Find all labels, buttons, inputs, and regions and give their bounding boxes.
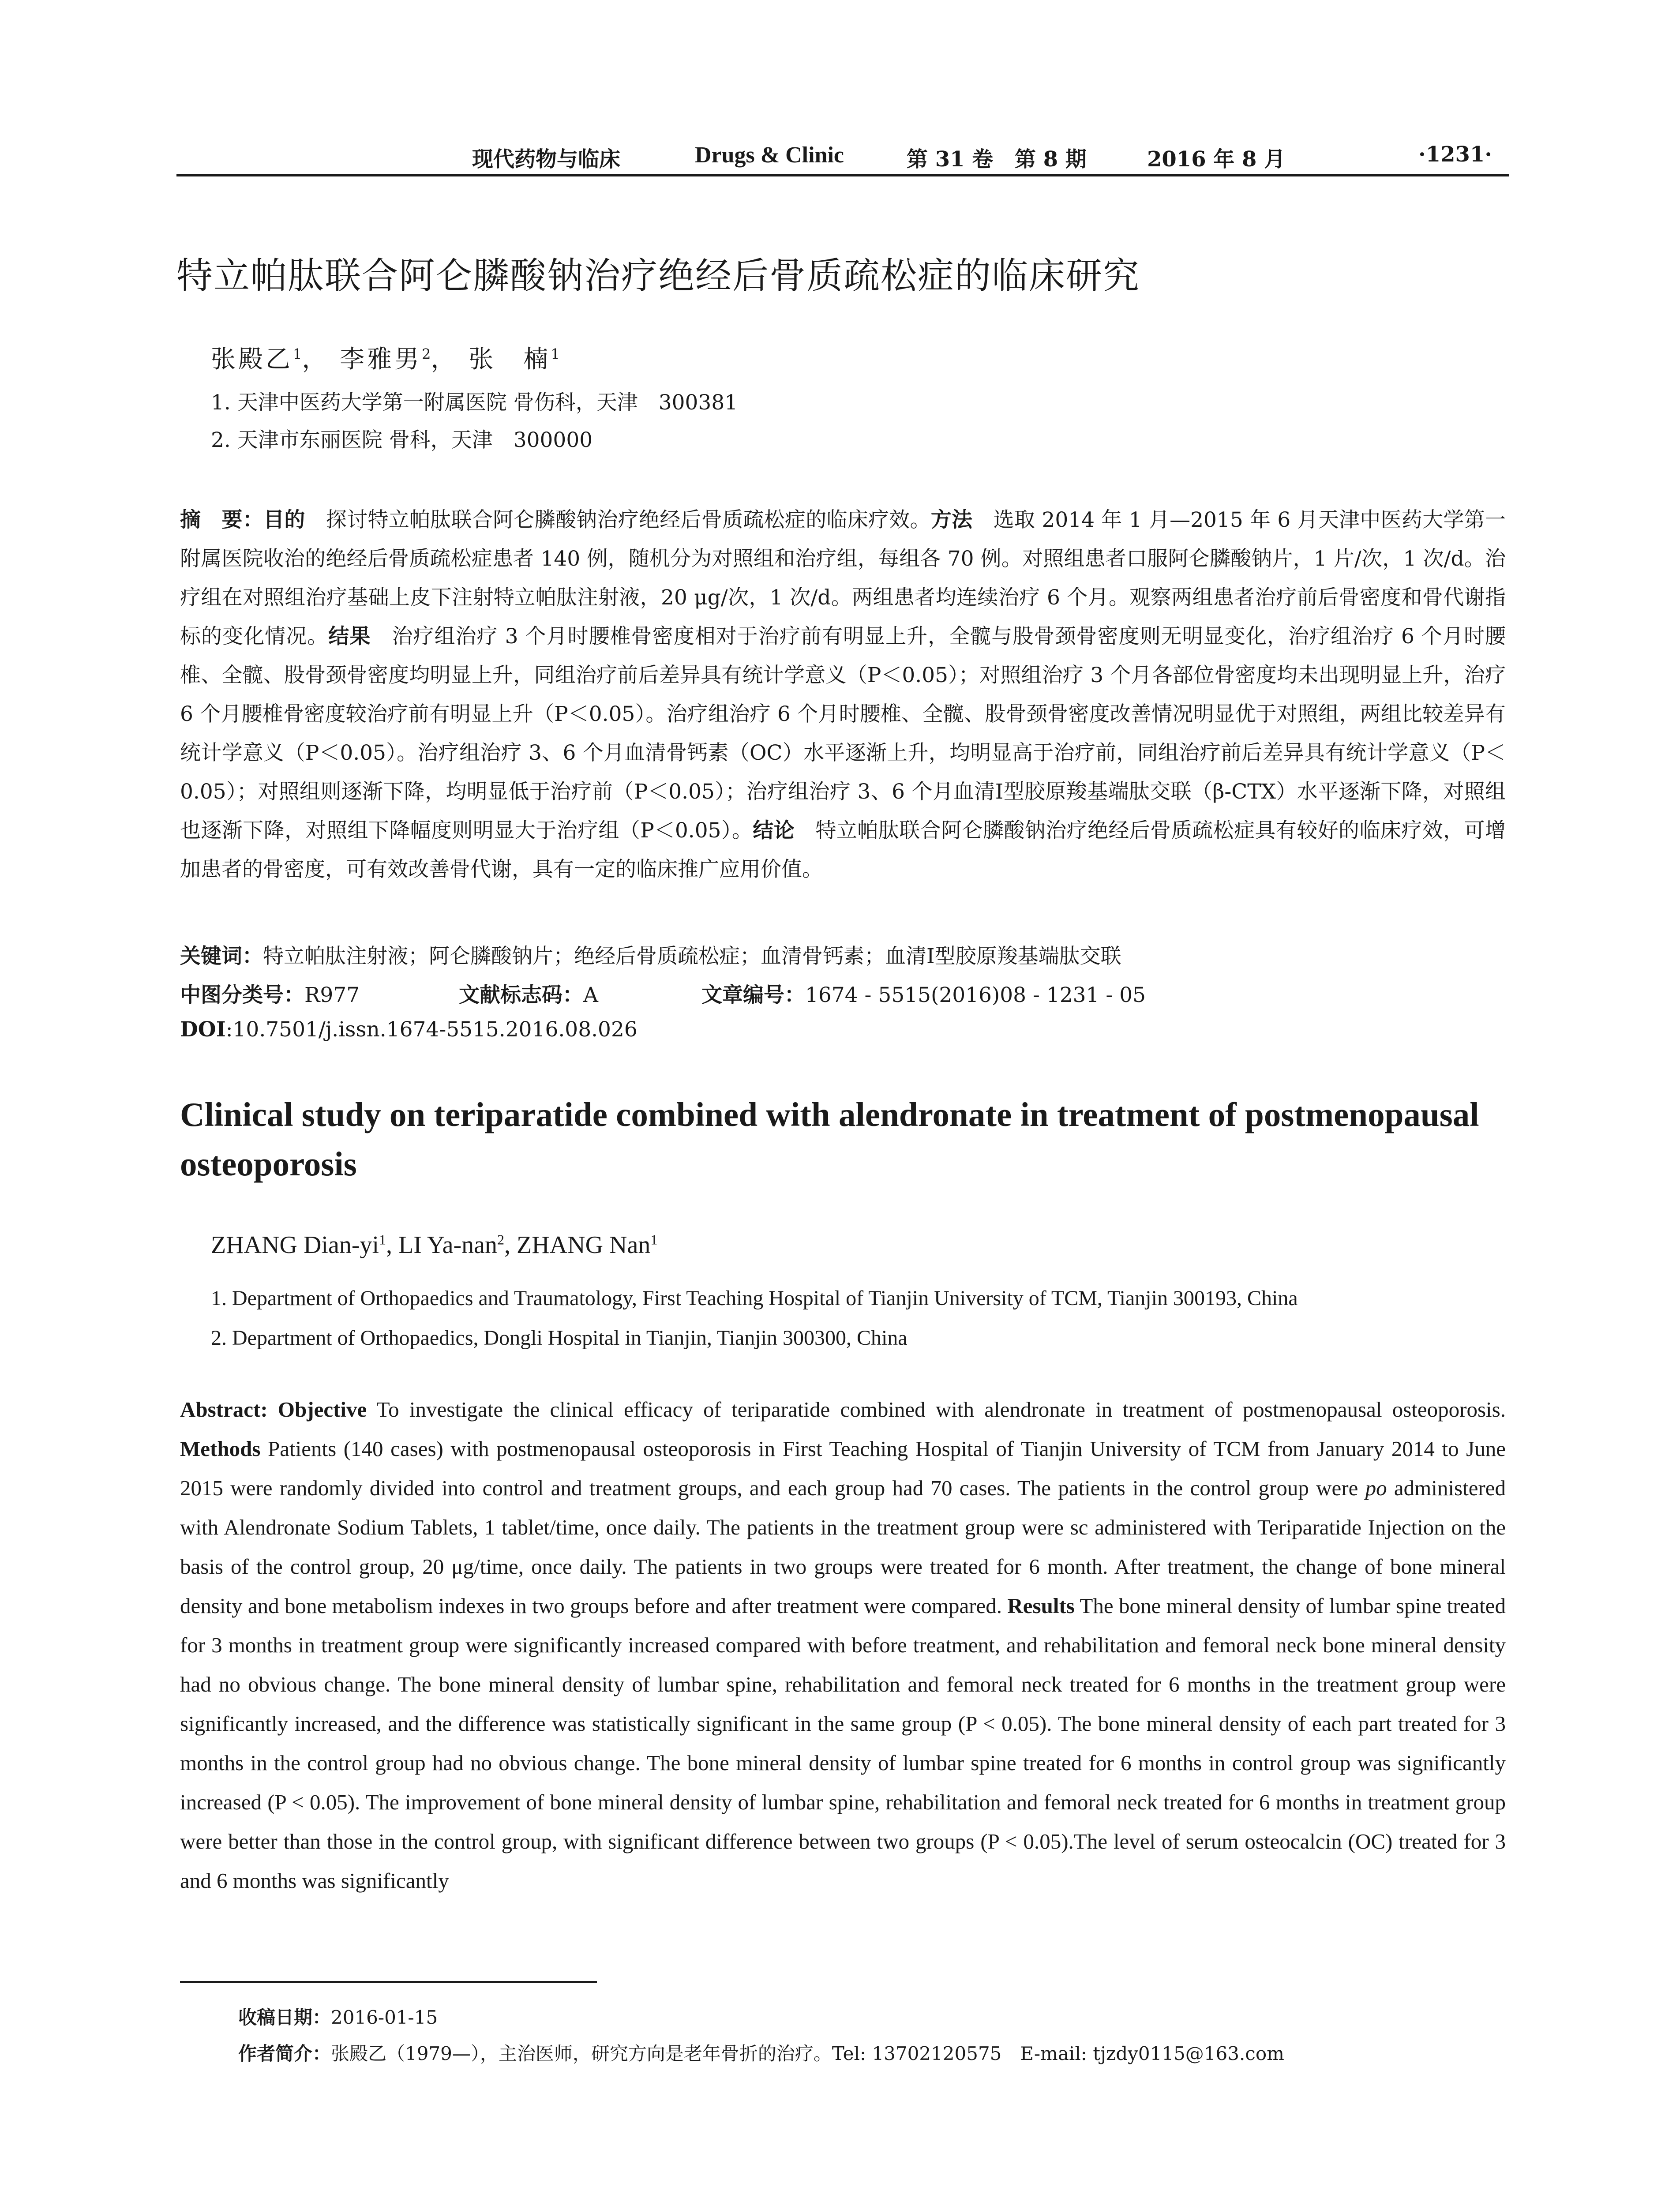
clc-value: R977 — [304, 983, 360, 1007]
author-separator: , — [504, 1231, 517, 1259]
abstract-label: 摘 要： — [180, 508, 264, 532]
keywords-cn — [180, 940, 1121, 969]
author-affiliation-mark: 2 — [497, 1231, 505, 1248]
doc-code-value: A — [583, 983, 598, 1007]
abstract-cn — [180, 501, 1506, 889]
classification-row — [180, 979, 360, 1008]
results-label: 结果 — [328, 624, 371, 649]
objective-text: 探讨特立帕肽联合阿仑膦酸钠治疗绝经后骨质疏松症的临床疗效。 — [305, 508, 931, 532]
affiliation-en-1: 1. Department of Orthopaedics and Traumatology, First Teaching Hospital of Tianjin University of TCM, Tianjin 300193, China — [211, 1287, 1298, 1310]
page-number: ·1231· — [1418, 142, 1492, 167]
keywords-label: 关键词： — [180, 944, 263, 968]
author-name: 张 楠 — [469, 345, 551, 374]
doi-label: DOI — [180, 1017, 226, 1042]
author-list-cn — [211, 340, 560, 375]
volume: 第 31 卷 — [907, 147, 994, 172]
bio-label: 作者简介： — [238, 2043, 331, 2064]
methods-text: Patients (140 cases) with postmenopausal osteoporosis in First Teaching Hospital of Tianjin University of TCM from January 2014 to June 2015 were randomly divided into control and treatment groups, and each group had 70 cases. The patients in the control group were — [180, 1437, 1506, 1500]
author-separator: , — [386, 1231, 399, 1259]
page-title-cn: 特立帕肽联合阿仑膦酸钠治疗绝经后骨质疏松症的临床研究 — [176, 255, 1140, 297]
results-text: The bone mineral density of lumbar spine treated for 3 months in treatment group were significantly increased compared with before treatment, and rehabilitation and femoral neck bone mineral density had no obvious change. The bone mineral density of lumbar spine, rehabilitation and femoral neck treated for 6 months in the treatment group were significantly increased, and the difference was statistically significant in the same group (P < 0.05). The bone mineral density of each part treated for 3 months in the control group had no obvious change. The bone mineral density of lumbar spine treated for 6 months in control group was significantly increased (P < 0.05). The improvement of bone mineral density of lumbar spine, rehabilitation and femoral neck treated for 6 months in treatment group were better than those in the control group, with significant difference between two groups (P < 0.05).The level of serum osteocalcin (OC) treated for 3 and 6 months was significantly — [180, 1594, 1506, 1893]
doi-value: :10.7501/j.issn.1674-5515.2016.08.026 — [225, 1017, 638, 1042]
header-rule — [176, 174, 1509, 176]
objective-label: 目的 — [263, 508, 305, 532]
methods-text: 选取 2014 年 1 月—2015 年 6 月天津中医药大学第一附属医院收治的绝经后骨质疏松症患者 140 例，随机分为对照组和治疗组，每组各 70 例。对照组患者口服阿仑膦酸钠片，1 片/次，1 次/d。治疗组在对照组治疗基础上皮下注射特立帕肽注射液，20 μg/次，1 次/d。两组患者均连续治疗 6 个月。观察两组患者治疗前后骨密度和骨代谢指标的变化情况。 — [180, 508, 1506, 649]
article-number-value: 1674 - 5515(2016)08 - 1231 - 05 — [805, 983, 1146, 1007]
author-affiliation-mark: 1 — [293, 345, 302, 363]
author-list-en — [211, 1231, 657, 1259]
author-bio — [238, 2039, 1284, 2066]
issue-date: 2016 年 8 月 — [1147, 147, 1286, 172]
page-title-en: Clinical study on teriparatide combined with alendronate in treatment of postmenopausal osteoporosis — [180, 1095, 1479, 1183]
doi-row — [180, 1017, 638, 1042]
objective-label: Objective — [278, 1397, 367, 1422]
methods-text-cont: administered with Alendronate Sodium Tablets, 1 tablet/time, once daily. The patients in the treatment group were sc administered with Teriparatide Injection on the basis of the control group, 20 μg/time, once daily. The patients in two groups were treated for 6 month. After treatment, the change of bone mineral density and bone metabolism indexes in two groups before and after treatment were compared. — [180, 1476, 1506, 1618]
author-name: 张殿乙 — [211, 345, 293, 374]
article-number-label: 文章编号： — [701, 983, 805, 1007]
affiliation-cn-1: 1. 天津中医药大学第一附属医院 骨伤科，天津 300381 — [211, 390, 738, 415]
author-separator: ， — [302, 345, 330, 374]
clc-label: 中图分类号： — [180, 983, 304, 1007]
author-affiliation-mark: 1 — [551, 345, 560, 363]
journal-name-cn: 现代药物与临床 — [472, 147, 621, 172]
objective-text: To investigate the clinical efficacy of teriparatide combined with alendronate in treatment of postmenopausal osteoporosis. — [367, 1397, 1506, 1422]
results-text: 治疗组治疗 3 个月时腰椎骨密度相对于治疗前有明显上升，全髋与股骨颈骨密度则无明显变化，治疗组治疗 6 个月时腰椎、全髋、股骨颈骨密度均明显上升，同组治疗前后差异具有统计学意义（P＜0.05）；对照组治疗 3 个月各部位骨密度均未出现明显上升，治疗 6 个月腰椎骨密度较治疗前有明显上升（P＜0.05）。治疗组治疗 6 个月时腰椎、全髋、股骨颈骨密度改善情况明显优于对照组，两组比较差异有统计学意义（P＜0.05）。治疗组治疗 3、6 个月血清骨钙素（OC）水平逐渐上升，均明显高于治疗前，同组治疗前后差异具有统计学意义（P＜0.05）；对照组则逐渐下降，均明显低于治疗前（P＜0.05）；治疗组治疗 3、6 个月血清Ⅰ型胶原羧基端肽交联（β-CTX）水平逐渐下降，对照组也逐渐下降，对照组下降幅度则明显大于治疗组（P＜0.05）。 — [180, 624, 1506, 843]
author-affiliation-mark: 2 — [422, 345, 431, 363]
doc-code-row — [459, 979, 598, 1008]
affiliation-cn-2: 2. 天津市东丽医院 骨科，天津 300000 — [211, 428, 593, 452]
journal-name-en: Drugs & Clinic — [695, 143, 844, 168]
author-name: ZHANG Dian-yi — [211, 1231, 379, 1259]
bio-text: 张殿乙（1979—），主治医师，研究方向是老年骨折的治疗。Tel: 13702120575 E-mail: tjzdy0115@163.com — [331, 2043, 1284, 2064]
conclusion-label: 结论 — [753, 818, 795, 843]
author-affiliation-mark: 1 — [379, 1231, 386, 1248]
methods-po: po — [1365, 1476, 1387, 1500]
received-label: 收稿日期： — [238, 2007, 331, 2028]
author-name: ZHANG Nan — [517, 1231, 651, 1259]
author-affiliation-mark: 1 — [650, 1231, 658, 1248]
received-date — [238, 2003, 438, 2030]
methods-label: 方法 — [930, 508, 973, 532]
abstract-en — [180, 1390, 1506, 1900]
doc-code-label: 文献标志码： — [459, 983, 583, 1007]
abstract-label: Abstract: — [180, 1397, 268, 1422]
methods-label: Methods — [180, 1437, 261, 1461]
received-value: 2016-01-15 — [331, 2007, 438, 2028]
article-number-row — [701, 979, 1146, 1008]
affiliation-en-2: 2. Department of Orthopaedics, Dongli Hospital in Tianjin, Tianjin 300300, China — [211, 1326, 908, 1350]
results-label: Results — [1007, 1594, 1075, 1618]
author-separator: ， — [431, 345, 458, 374]
conclusion-text: 特立帕肽联合阿仑膦酸钠治疗绝经后骨质疏松症具有较好的临床疗效，可增加患者的骨密度，可有效改善骨代谢，具有一定的临床推广应用价值。 — [180, 818, 1506, 882]
author-name: LI Ya-nan — [398, 1231, 498, 1259]
issue: 第 8 期 — [1015, 147, 1087, 172]
keywords-text: 特立帕肽注射液；阿仑膦酸钠片；绝经后骨质疏松症；血清骨钙素；血清Ⅰ型胶原羧基端肽交联 — [263, 944, 1121, 968]
footnote-rule — [180, 1981, 597, 1983]
author-name: 李雅男 — [340, 345, 422, 374]
